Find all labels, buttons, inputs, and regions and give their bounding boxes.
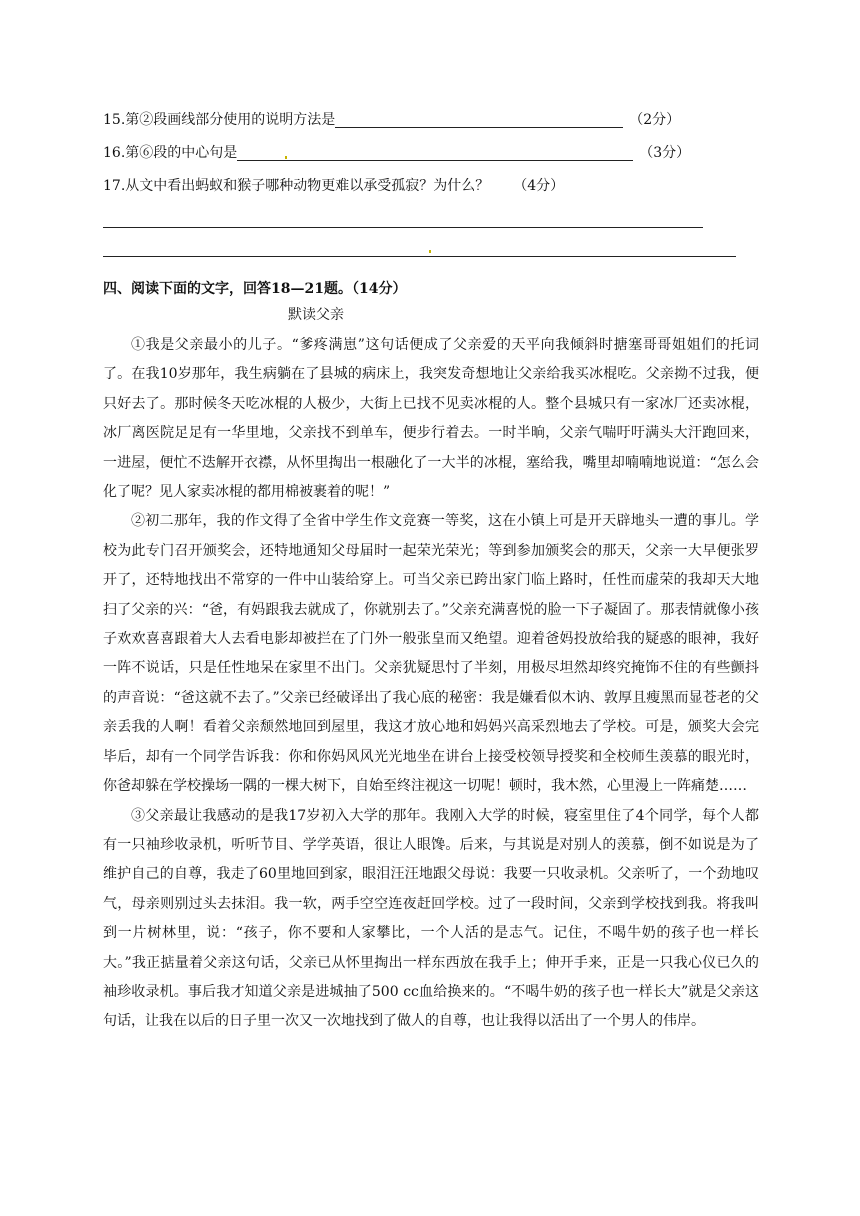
article-paragraph-1: ①我是父亲最小的儿子。“爹疼满崽”这句话便成了父亲爱的天平向我倾斜时搪塞哥哥姐姐们的托词了。在我10岁那年，我生病躺在了县城的病床上，我突发奇想地让父亲给我买冰棍吃。父亲拗不过我，便只好去了。那时候冬天吃冰棍的人极少，大街上已找不见卖冰棍的人。整个县城只有一家冰厂还卖冰棍，冰厂离医院足足有一华里地，父亲找不到单车，便步行着去。一时半晌，父亲气喘吁吁满头大汗跑回来，一进屋，便忙不迭解开衣襟，从怀里掏出一根融化了一大半的冰棍，塞给我，嘴里却喃喃地说道：“怎么会化了呢？见人家卖冰棍的都用棉被裹着的呢！”: [103, 337, 759, 501]
question-17: [103, 176, 564, 196]
article-body: [103, 331, 759, 1037]
article-paragraph-2: ②初二那年，我的作文得了全省中学生作文竞赛一等奖，这在小镇上可是开天辟地头一遭的事儿。学校为此专门召开颁奖会，还特地通知父母届时一起荣光荣光；等到参加颁奖会的那天，父亲一大早便张罗开了，还特地找出不常穿的一件中山装给穿上。可当父亲已跨出家门临上路时，任性而虚荣的我却天大地扫了父亲的兴：“爸，有妈跟我去就成了，你就别去了。”父亲充满喜悦的脸一下子凝固了。那表情就像小孩子欢欢喜喜跟着大人去看电影却被拦在了门外一般张皇而又绝望。迎着爸妈投放给我的疑惑的眼神，我好一阵不说话，只是任性地呆在家里不出门。父亲犹疑思忖了半刻，用极尽坦然却终究掩饰不住的有些颤抖的声音说：“爸这就不去了。”父亲已经破译出了我心底的秘密：我是嫌看似木讷、敦厚且瘦黑而显苍老的父亲丢我的人啊！看着父亲颓然地回到屋里，我这才放心地和妈妈兴高采烈地去了学校。可是，颁奖大会完毕后，却有一个同学告诉我：你和你妈风风光光地坐在讲台上接受校领导授奖和全校师生羡慕的眼光时，你爸却躲在学校操场一隅的一棵大树下，自始至终注视这一切呢！顿时，我木然，心里漫上一阵痛楚……: [103, 513, 759, 795]
question-17-answer-line-1[interactable]: [103, 227, 703, 228]
question-16-text: 16.第⑥段的中心句是: [103, 145, 238, 161]
question-15: [103, 110, 680, 130]
question-16: [103, 143, 690, 163]
article-paragraph-3: ③父亲最让我感动的是我17岁初入大学的那年。我刚入大学的时候，寝室里住了4个同学，每个人都有一只袖珍收录机，听听节目、学学英语，很让人眼馋。后来，与其说是对别人的羡慕，倒不如说是为了维护自己的自尊，我走了60里地回到家，眼泪汪汪地跟父母说：我要一只收录机。父亲听了，一个劲地叹气，母亲则别过头去抹泪。我一软，两手空空连夜赶回学校。过了一段时间，父亲到学校找到我。将我叫到一片树林里，说：“孩子，你不要和人家攀比，一个人活的是志气。记住，不喝牛奶的孩子也一样长大。”我正掂量着父亲这句话，父亲已从怀里掏出一样东西放在我手上；伸开手来，正是一只我心仪已久的袖珍收录机。事后我才知道父亲是进城抽了500 cc血给换来的。“不喝牛奶的孩子也一样长大”就是父亲这句话，让我在以后的日子里一次又一次地找到了做人的自尊，也让我得以活出了一个男人的伟岸。: [103, 807, 759, 1030]
section-title: 四、阅读下面的文字，回答18—21题。（14分）: [103, 281, 407, 297]
question-17-text: 17.从文中看出蚂蚁和猴子哪种动物更难以承受孤寂？为什么？: [103, 178, 490, 194]
question-15-score: （2分）: [629, 112, 681, 128]
question-16-score: （3分）: [639, 145, 691, 161]
question-15-text: 15.第②段画线部分使用的说明方法是: [103, 112, 336, 128]
question-16-answer-blank[interactable]: [237, 144, 633, 161]
scan-mark: [429, 250, 431, 253]
article-title: 默读父亲: [288, 307, 344, 323]
question-15-answer-blank[interactable]: [335, 111, 623, 128]
question-17-score: （4分）: [513, 178, 565, 194]
scan-mark: [285, 156, 287, 159]
question-17-answer-line-2[interactable]: [103, 256, 736, 257]
